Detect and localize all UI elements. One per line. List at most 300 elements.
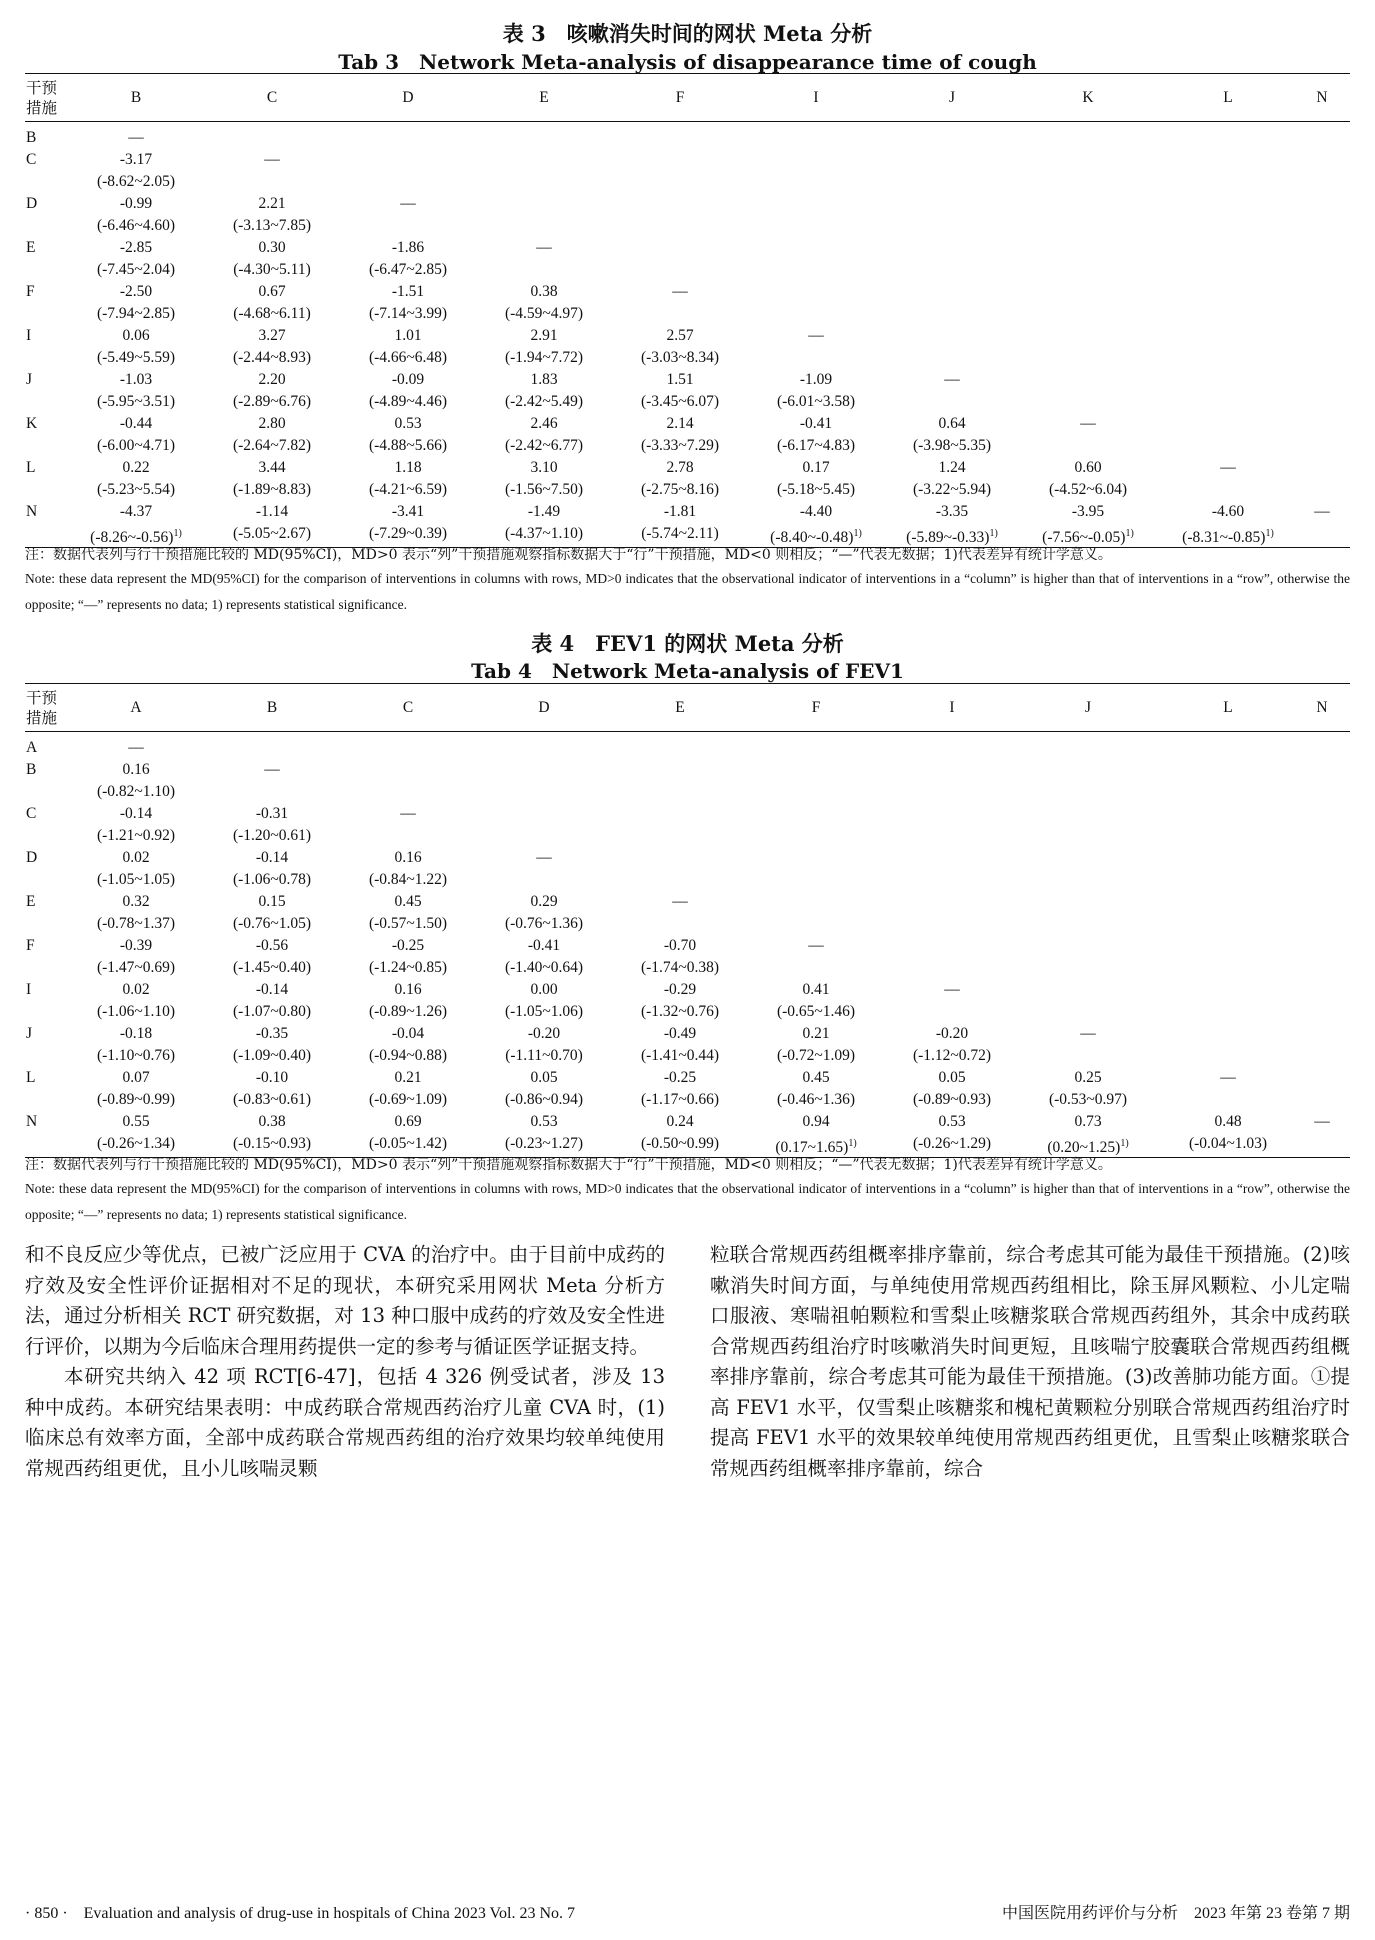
table4-cell-value: 0.05 (938, 1069, 966, 1086)
table3-cell-ci-text: (-3.98~5.35) (912, 437, 992, 454)
table3-cell-ci (744, 393, 888, 411)
table3-cell-ci (336, 261, 480, 279)
table3-cell-ci (744, 481, 888, 499)
table4-cell-ci-text: (-0.46~1.36) (776, 1091, 856, 1108)
table4-cell-ci (336, 1047, 480, 1065)
table4-cell-value: -0.10 (255, 1069, 289, 1086)
table3-cell-ci (472, 481, 616, 499)
table3-cell-value: -1.86 (391, 239, 425, 256)
footer-left: · 850 · Evaluation and analysis of drug-use in hospitals of China 2023 Vol. 23 No. 7 (25, 1905, 576, 1922)
table3-cell-value: 0.22 (122, 459, 150, 476)
table3-cell-ci (64, 349, 208, 367)
table4-cell-ci (472, 1135, 616, 1153)
table4-cell-value: -0.18 (119, 1025, 153, 1042)
table3-cell-value: 1.18 (394, 459, 422, 476)
table4-bottom-rule (25, 1157, 1350, 1158)
table4-cell-value: -0.20 (935, 1025, 969, 1042)
table3-cell-ci-text: (-4.30~5.11) (233, 261, 311, 278)
table3-cell-ci (64, 437, 208, 455)
table4-note-en: Note: these data represent the MD(95%CI) for the comparison of interventions in columns with rows, MD>0 indicates that the observational indicator of interventions in a “column” is higher than that of interventions in a “row”, otherwise the opposite; “—” represents no data; 1) represents statistical significance. (25, 1181, 1350, 1222)
table3-row-label: C (26, 151, 37, 168)
table4-cell-value: 0.05 (530, 1069, 558, 1086)
table3-column-header: D (402, 89, 414, 106)
table3-cell-ci-text: (-8.26~-0.56) (90, 529, 174, 547)
table4-cell-value: -0.29 (663, 981, 697, 998)
table4-column-header: B (266, 699, 278, 716)
table3-cell-ci-text: (-8.40~-0.48) (770, 529, 854, 547)
table3-cell-ci-text: (-1.94~7.72) (504, 349, 584, 366)
table3-cell-value: — (672, 283, 688, 300)
table3-cell-value: 0.17 (802, 459, 830, 476)
table4-cell-value: — (672, 893, 688, 910)
table4-cell-ci (64, 1047, 208, 1065)
table4-cell-value: -0.39 (119, 937, 153, 954)
table4-cell-value: 0.07 (122, 1069, 150, 1086)
table3-cell-ci (200, 349, 344, 367)
table4-cell-value: 0.45 (802, 1069, 830, 1086)
table4-cell-ci-text: (-0.94~0.88) (368, 1047, 448, 1064)
table4-top-rule (25, 683, 1350, 684)
table4-cell-ci-text: (-0.05~1.42) (368, 1135, 448, 1152)
table3-cell-ci-text: (-4.21~6.59) (368, 481, 448, 498)
table3-cell-ci (608, 393, 752, 411)
table4-cell-ci (1016, 1091, 1160, 1109)
table4-column-header: N (1316, 699, 1328, 716)
table4-cell-ci (336, 1091, 480, 1109)
table4-cell-value: 0.41 (802, 981, 830, 998)
table4-row-label: N (26, 1113, 38, 1130)
table3-cell-value: — (808, 327, 824, 344)
table3-cell-value: 3.10 (530, 459, 558, 476)
table4-cell-value: — (944, 981, 960, 998)
table4-corner-label: 措施 (26, 709, 58, 727)
table3-cell-value: 0.06 (122, 327, 150, 344)
table3-cell-ci (880, 437, 1024, 455)
table4-cell-value: -0.04 (391, 1025, 425, 1042)
body-left-column (25, 1240, 665, 1484)
table3-cell-ci (200, 437, 344, 455)
table4-cell-ci (744, 1047, 888, 1065)
table3-cell-ci-text: (-4.59~4.97) (504, 305, 584, 322)
table3-cell-ci (200, 217, 344, 235)
table4-cell-value: 0.69 (394, 1113, 422, 1130)
table3-cell-value: -1.49 (527, 503, 561, 520)
table3-cell-ci (64, 481, 208, 499)
table4-cell-value: — (808, 937, 824, 954)
table3-cell-value: — (1080, 415, 1096, 432)
table4-cell-value: 0.16 (122, 761, 150, 778)
table4-cell-ci (200, 959, 344, 977)
table3-column-header: N (1316, 89, 1328, 106)
table3-cell-ci (200, 393, 344, 411)
table3-cell-ci-text: (-3.03~8.34) (640, 349, 720, 366)
table4-cell-ci-text: (-0.57~1.50) (368, 915, 448, 932)
table3-cell-value: — (400, 195, 416, 212)
table3-cell-ci (200, 305, 344, 323)
table4-cell-ci (64, 783, 208, 801)
table3-cell-ci (472, 437, 616, 455)
table4-row-label: L (26, 1069, 36, 1086)
table3-significance-mark: 1) (853, 528, 862, 539)
table3-cell-value: -0.41 (799, 415, 833, 432)
table4-caption-cn: 表 4 FEV1 的网状 Meta 分析 (531, 631, 844, 656)
table3-cell-ci (608, 349, 752, 367)
table3-corner-label: 干预 (26, 79, 58, 97)
table4-cell-ci (200, 827, 344, 845)
table4-cell-ci (200, 1135, 344, 1153)
table4-cell-ci (336, 915, 480, 933)
table3-cell-ci-text: (-2.75~8.16) (640, 481, 720, 498)
table3-cell-ci (744, 525, 888, 547)
table3-significance-mark: 1) (989, 528, 998, 539)
table3-cell-ci (64, 305, 208, 323)
table4-row-label: A (26, 739, 38, 756)
table3-cell-ci-text: (-6.46~4.60) (96, 217, 176, 234)
table4-cell-value: 0.53 (530, 1113, 558, 1130)
table4-row-label: D (26, 849, 38, 866)
table3-cell-value: 0.53 (394, 415, 422, 432)
table4-cell-ci-text: (-1.10~0.76) (96, 1047, 176, 1064)
table4-cell-value: -0.25 (391, 937, 425, 954)
table3-cell-value: -1.09 (799, 371, 833, 388)
table3-header-rule (25, 121, 1350, 122)
table3-column-header: L (1223, 89, 1233, 106)
table4-cell-ci-text: (-1.32~0.76) (640, 1003, 720, 1020)
table4-cell-ci (472, 915, 616, 933)
table4-cell-ci-text: (-0.82~1.10) (96, 783, 176, 800)
table3-cell-ci-text: (-1.56~7.50) (504, 481, 584, 498)
table3-cell-ci-text: (-5.74~2.11) (641, 525, 719, 542)
table4-cell-ci (64, 1135, 208, 1153)
table3-cell-ci-text: (-8.31~-0.85) (1182, 529, 1266, 547)
table4-cell-ci (1016, 1135, 1160, 1157)
table4-cell-value: 0.29 (530, 893, 558, 910)
table3-cell-ci (472, 349, 616, 367)
table3-cell-value: 2.80 (258, 415, 286, 432)
table3-column-header: E (539, 89, 549, 106)
table4-cell-ci (1156, 1135, 1300, 1153)
table4-cell-value: 0.73 (1074, 1113, 1102, 1130)
table4-cell-ci-text: (-0.69~1.09) (368, 1091, 448, 1108)
table4-column-header: D (538, 699, 550, 716)
table4-cell-ci-text: (-0.83~0.61) (232, 1091, 312, 1108)
table3-cell-value: 0.60 (1074, 459, 1102, 476)
table3-cell-ci (200, 481, 344, 499)
table4-cell-ci (200, 1047, 344, 1065)
table4-cell-ci-text: (-0.50~0.99) (640, 1135, 720, 1152)
table3-cell-ci (744, 437, 888, 455)
body-right-column (710, 1240, 1350, 1484)
table4-cell-ci-text: (-0.72~1.09) (776, 1047, 856, 1064)
table3-cell-value: 3.44 (258, 459, 286, 476)
table4-column-header: F (811, 699, 821, 716)
table4-cell-value: 0.21 (394, 1069, 422, 1086)
table3-cell-ci (64, 393, 208, 411)
table3-cell-value: -4.60 (1211, 503, 1245, 520)
table4-cell-ci-text: (-1.74~0.38) (640, 959, 720, 976)
table3-cell-ci (608, 525, 752, 543)
table3-cell-value: -1.51 (391, 283, 425, 300)
table3-cell-value: -3.41 (391, 503, 425, 520)
table4-cell-ci (880, 1135, 1024, 1153)
table4-cell-ci (744, 1135, 888, 1157)
table3-cell-ci (1016, 525, 1160, 547)
table3-cell-ci-text: (-6.00~4.71) (96, 437, 176, 454)
table3-cell-ci-text: (-7.45~2.04) (96, 261, 176, 278)
table3-row-label: J (26, 371, 33, 388)
table3-cell-value: 1.24 (938, 459, 966, 476)
table4-cell-ci-text: (-1.20~0.61) (232, 827, 312, 844)
table3-cell-value: -0.99 (119, 195, 153, 212)
table4-cell-value: 0.32 (122, 893, 150, 910)
table4-row-label: C (26, 805, 37, 822)
table4-cell-value: -0.31 (255, 805, 289, 822)
table4-cell-ci-text: (-1.11~0.70) (505, 1047, 583, 1064)
table3-cell-ci-text: (-5.49~5.59) (96, 349, 176, 366)
body-right-paragraph-1: 粒联合常规西药组概率排序靠前，综合考虑其可能为最佳干预措施。(2)咳嗽消失时间方面，与单纯使用常规西药组相比，除玉屏风颗粒、小儿定喘口服液、寒喘祖帕颗粒和雪梨止咳糖浆联合常规西药组外，其余中成药联合常规西药组治疗时咳嗽消失时间更短，且咳喘宁胶囊联合常规西药组概率排序靠前，综合考虑其可能为最佳干预措施。(3)改善肺功能方面。①提高 FEV1 水平，仅雪梨止咳糖浆和槐杞黄颗粒分别联合常规西药组治疗时提高 FEV1 水平的效果较单纯使用常规西药组更优，且雪梨止咳糖浆联合常规西药组概率排序靠前，综合 (710, 1243, 1350, 1480)
table4-cell-value: -0.70 (663, 937, 697, 954)
table4-cell-value: -0.14 (255, 849, 289, 866)
table4-cell-value: 0.38 (258, 1113, 286, 1130)
table3-column-header: J (948, 89, 956, 106)
table3-cell-value: 0.67 (258, 283, 286, 300)
table4-cell-ci (880, 1091, 1024, 1109)
table4-cell-value: 0.24 (666, 1113, 694, 1130)
table4-column-header: J (1084, 699, 1092, 716)
table4-cell-ci (200, 1091, 344, 1109)
table4-row-label: B (26, 761, 37, 778)
table3-cell-ci (64, 261, 208, 279)
table4-cell-value: 0.45 (394, 893, 422, 910)
table3-cell-value: — (1220, 459, 1236, 476)
table4-column-header: I (949, 699, 955, 716)
table3-cell-value: 2.21 (258, 195, 286, 212)
table3-cell-ci-text: (-6.17~4.83) (776, 437, 856, 454)
table4-cell-value: 0.21 (802, 1025, 830, 1042)
table3-cell-ci-text: (-3.33~7.29) (640, 437, 720, 454)
table4-cell-ci-text: (0.20~1.25) (1047, 1139, 1121, 1157)
table4-cell-ci (472, 1047, 616, 1065)
table3-cell-value: — (264, 151, 280, 168)
table3-row-label: I (26, 327, 32, 344)
table4-column-header: L (1223, 699, 1233, 716)
table3-significance-mark: 1) (1125, 528, 1134, 539)
table3-cell-ci-text: (-5.23~5.54) (96, 481, 176, 498)
table3-cell-value: 0.38 (530, 283, 558, 300)
table4-cell-ci-text: (-1.40~0.64) (504, 959, 584, 976)
table4-cell-ci (744, 1091, 888, 1109)
table4-cell-ci (608, 1047, 752, 1065)
table3-cell-ci-text: (-5.89~-0.33) (906, 529, 990, 547)
table4-cell-ci (64, 1091, 208, 1109)
table3-cell-ci (880, 481, 1024, 499)
table3-cell-value: -2.85 (119, 239, 153, 256)
table3-cell-ci (200, 525, 344, 543)
table3-cell-ci-text: (-4.88~5.66) (368, 437, 448, 454)
table3-row-label: L (26, 459, 36, 476)
table4-cell-value: -0.20 (527, 1025, 561, 1042)
table3-cell-value: — (536, 239, 552, 256)
table3-cell-ci-text: (-6.01~3.58) (776, 393, 856, 410)
table3-cell-value: — (944, 371, 960, 388)
table4-cell-value: 0.16 (394, 981, 422, 998)
table4-cell-ci (64, 1003, 208, 1021)
table4-cell-ci (336, 1135, 480, 1153)
table4-cell-ci-text: (-0.26~1.34) (96, 1135, 176, 1152)
table4-cell-value: 0.00 (530, 981, 558, 998)
table3-cell-value: 2.20 (258, 371, 286, 388)
table3-cell-ci-text: (-4.66~6.48) (368, 349, 448, 366)
table3-cell-ci (1016, 481, 1160, 499)
table3-cell-value: 1.83 (530, 371, 558, 388)
table4-cell-ci (472, 959, 616, 977)
table4-cell-value: -0.35 (255, 1025, 289, 1042)
table3-column-header: B (130, 89, 142, 106)
table3-cell-value: 1.01 (394, 327, 422, 344)
table4-cell-ci-text: (-1.05~1.06) (504, 1003, 584, 1020)
table4-cell-ci-text: (-1.24~0.85) (368, 959, 448, 976)
table4-cell-value: -0.25 (663, 1069, 697, 1086)
table4-cell-ci (608, 1091, 752, 1109)
table4-cell-ci (472, 1091, 616, 1109)
table4-significance-mark: 1) (848, 1138, 857, 1149)
table3-cell-ci-text: (-5.18~5.45) (776, 481, 856, 498)
table4-column-header: C (402, 699, 414, 716)
table4-column-header: E (675, 699, 685, 716)
table3-cell-ci-text: (-4.52~6.04) (1048, 481, 1128, 498)
table3-row-label: K (26, 415, 38, 432)
table4-caption-en: Tab 4 Network Meta-analysis of FEV1 (471, 659, 904, 683)
table4-cell-ci (64, 959, 208, 977)
table4-cell-ci-text: (-0.76~1.05) (232, 915, 312, 932)
table3-cell-value: 1.51 (666, 371, 694, 388)
table4-cell-value: 0.48 (1214, 1113, 1242, 1130)
table4-cell-value: -0.41 (527, 937, 561, 954)
table4-cell-value: 0.02 (122, 849, 150, 866)
table3-cell-value: — (128, 129, 144, 146)
table3-cell-value: 2.46 (530, 415, 558, 432)
table3-row-label: N (26, 503, 38, 520)
table3-cell-ci (608, 481, 752, 499)
table4-cell-ci (64, 827, 208, 845)
table4-cell-value: -0.49 (663, 1025, 697, 1042)
table3-top-rule (25, 73, 1350, 74)
table3-row-label: F (26, 283, 35, 300)
table3-caption-en: Tab 3 Network Meta-analysis of disappearance time of cough (338, 50, 1037, 74)
table3-cell-value: -2.50 (119, 283, 153, 300)
table3-cell-ci-text: (-3.22~5.94) (912, 481, 992, 498)
table4-cell-ci (336, 959, 480, 977)
table4-cell-ci (880, 1047, 1024, 1065)
table3-cell-ci-text: (-2.89~6.76) (232, 393, 312, 410)
table4-cell-ci (64, 915, 208, 933)
table3-significance-mark: 1) (1265, 528, 1274, 539)
table4-cell-ci (744, 1003, 888, 1021)
table4-column-header: A (130, 699, 142, 716)
table3-cell-value: -1.14 (255, 503, 289, 520)
table4-cell-ci-text: (-0.78~1.37) (96, 915, 176, 932)
table4-cell-ci-text: (-1.47~0.69) (96, 959, 176, 976)
table3-cell-ci (336, 481, 480, 499)
table3-cell-ci (336, 525, 480, 543)
body-left-paragraph-2: 本研究共纳入 42 项 RCT[6-47]，包括 4 326 例受试者，涉及 13 种中成药。本研究结果表明：中成药联合常规西药治疗儿童 CVA 时，(1)临床总有效率方面，全部中成药联合常规西药组的治疗效果均较单纯使用常规西药组更优，且小儿咳喘灵颗 (25, 1365, 665, 1480)
table4-header-rule (25, 731, 1350, 732)
table3-cell-ci (64, 525, 208, 547)
table3-cell-ci (336, 393, 480, 411)
table4-cell-ci (336, 1003, 480, 1021)
table3-cell-value: -3.95 (1071, 503, 1105, 520)
table4-cell-ci-text: (-0.53~0.97) (1048, 1091, 1128, 1108)
table3-cell-ci (64, 173, 208, 191)
table4-note-cn: 注：数据代表列与行干预措施比较的 MD(95%CI)，MD>0 表示“列”干预措施观察指标数据大于“行”干预措施，MD<0 则相反；“—”代表无数据；1)代表差异有统计学意义。 (25, 1157, 1112, 1173)
table3-cell-ci-text: (-5.05~2.67) (232, 525, 312, 542)
table3-cell-value: 3.27 (258, 327, 286, 344)
table3-cell-ci-text: (-7.94~2.85) (96, 305, 176, 322)
table3-cell-ci-text: (-2.42~5.49) (504, 393, 584, 410)
table4-cell-value: — (400, 805, 416, 822)
table3-cell-value: -1.81 (663, 503, 697, 520)
table4-cell-ci (608, 1003, 752, 1021)
table4-cell-ci-text: (-0.15~0.93) (232, 1135, 312, 1152)
table3-cell-value: 0.64 (938, 415, 966, 432)
table3-cell-ci (608, 437, 752, 455)
table4-cell-ci-text: (-1.09~0.40) (232, 1047, 312, 1064)
table4-cell-ci (200, 1003, 344, 1021)
table4-significance-mark: 1) (1120, 1138, 1129, 1149)
table3-cell-ci (336, 437, 480, 455)
table3-cell-ci-text: (-5.95~3.51) (96, 393, 176, 410)
table4-cell-value: 0.02 (122, 981, 150, 998)
table3-row-label: B (26, 129, 37, 146)
table4-cell-value: 0.53 (938, 1113, 966, 1130)
table3-cell-ci (472, 305, 616, 323)
table3-bottom-rule (25, 547, 1350, 548)
table4-cell-value: — (128, 739, 144, 756)
table4-cell-value: 0.94 (802, 1113, 830, 1130)
table4-cell-ci-text: (-1.12~0.72) (912, 1047, 992, 1064)
table3-row-label: E (26, 239, 36, 256)
table3-cell-value: -0.44 (119, 415, 153, 432)
table3-cell-value: 0.30 (258, 239, 286, 256)
table4-cell-value: — (536, 849, 552, 866)
table3-cell-ci-text: (-4.37~1.10) (504, 525, 584, 542)
table4-cell-ci-text: (-1.41~0.44) (640, 1047, 720, 1064)
table4-cell-value: — (264, 761, 280, 778)
table3-cell-ci (64, 217, 208, 235)
table4-cell-ci-text: (-0.89~1.26) (368, 1003, 448, 1020)
table3-cell-ci-text: (-1.89~8.83) (232, 481, 312, 498)
table3-cell-ci (200, 261, 344, 279)
footer-right: 中国医院用药评价与分析 2023 年第 23 卷第 7 期 (1001, 1905, 1350, 1922)
table4-cell-ci (200, 915, 344, 933)
table3-cell-ci (472, 393, 616, 411)
table3-cell-ci (472, 525, 616, 543)
table4-corner-label: 干预 (26, 689, 58, 707)
table4-row-label: E (26, 893, 36, 910)
table3-note-en: Note: these data represent the MD(95%CI) for the comparison of interventions in columns with rows, MD>0 indicates that the observational indicator of interventions in a “column” is higher than that of interventions in a “row”, otherwise the opposite; “—” represents no data; 1) represents statistical significance. (25, 571, 1350, 612)
table4-cell-value: — (1314, 1113, 1330, 1130)
table4-cell-ci-text: (-0.04~1.03) (1188, 1135, 1268, 1152)
table3-column-header: F (675, 89, 685, 106)
table3-cell-value: — (1314, 503, 1330, 520)
table4-cell-ci-text: (-1.45~0.40) (232, 959, 312, 976)
table4-cell-value: -0.14 (119, 805, 153, 822)
table3-cell-value: 2.78 (666, 459, 694, 476)
table4-cell-ci-text: (-1.17~0.66) (640, 1091, 720, 1108)
table3-cell-ci (1156, 525, 1300, 547)
table3-cell-value: -0.09 (391, 371, 425, 388)
table4-cell-ci-text: (-1.06~1.10) (96, 1003, 176, 1020)
